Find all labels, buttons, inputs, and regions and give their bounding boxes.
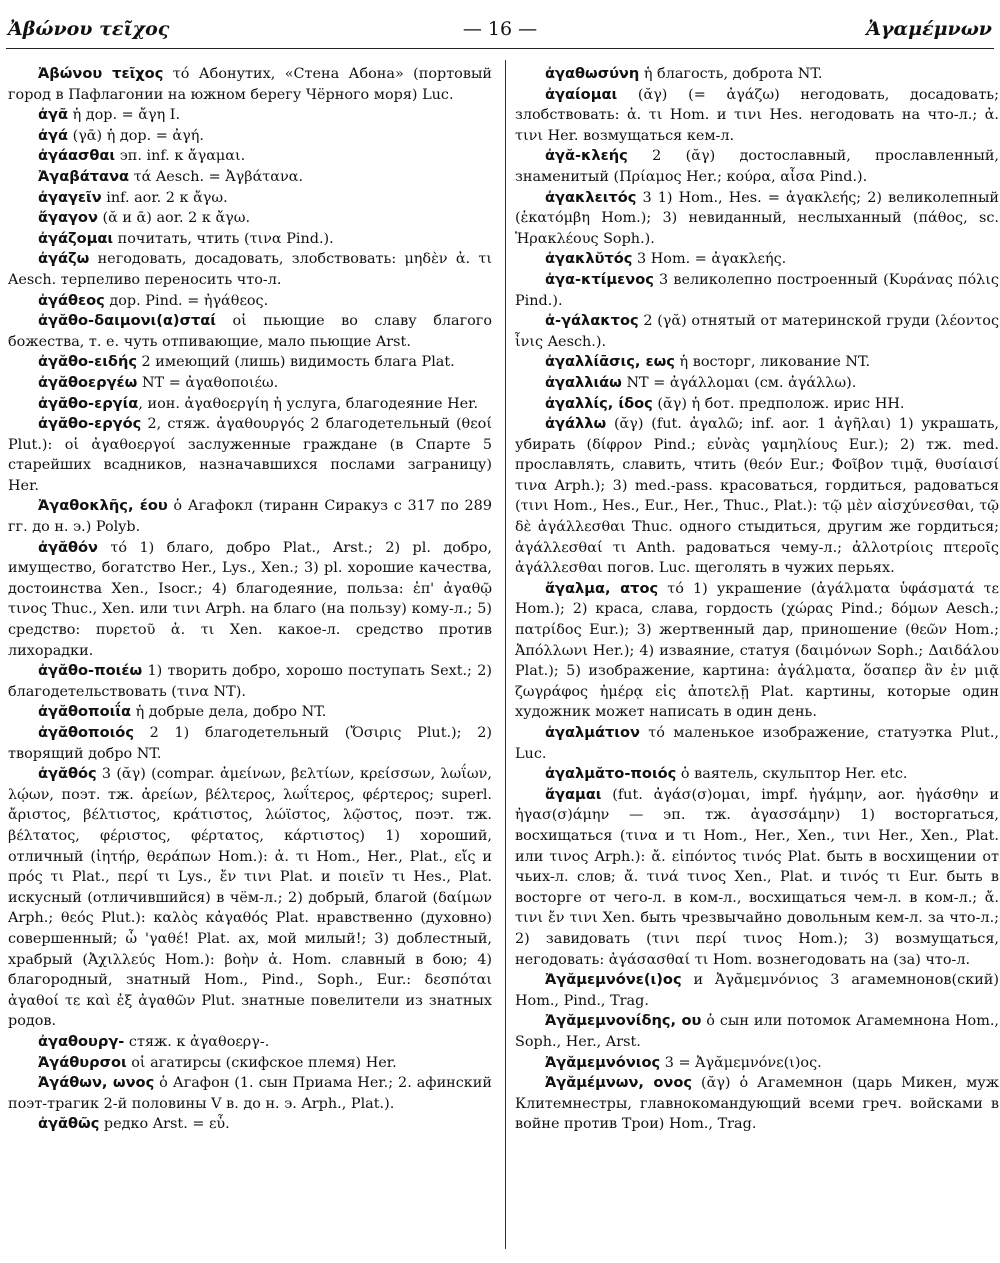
- headword: Ἀγᾰμεμνόνε(ι)ος: [545, 971, 682, 989]
- headword: ἀγαλλίς, ίδος: [545, 394, 653, 412]
- entry-definition: и Ἀγᾰμεμνόνιος 3 агамемнонов(ский) Hom., Pind., Trag.: [515, 972, 999, 1009]
- headword: ἀγακλῠτός: [545, 250, 633, 268]
- dictionary-entry: [515, 785, 999, 970]
- headword: ἀγᾰθο-ποιέω: [38, 662, 143, 680]
- entry-definition: (ᾰ и ᾱ) aor. 2 к ἄγω.: [97, 210, 251, 227]
- dictionary-entry: [515, 146, 999, 187]
- headword: ἀγαθωσύνη: [545, 65, 640, 82]
- headword: ἀγᾰθῶς: [38, 1115, 100, 1133]
- headword: ἀγᾶ: [38, 106, 68, 124]
- headword: ἀγαγεῖν: [38, 188, 102, 206]
- entry-definition: , ион. ἀγαθοεργίη ἡ услуга, благодеяние Her.: [138, 395, 479, 412]
- header-rule: [6, 48, 994, 49]
- dictionary-entry: [515, 64, 999, 85]
- dictionary-entry: [8, 661, 492, 702]
- headword: ἀγᾰθο-εργία: [38, 394, 139, 412]
- headword: ἄγαμαι: [545, 785, 602, 803]
- entry-definition: ὁ сын или потомок Агамемнона Hom., Soph., Her., Arst.: [515, 1013, 999, 1050]
- dictionary-entry: [8, 764, 492, 1032]
- left-column: [8, 64, 492, 1135]
- dictionary-entry: [515, 249, 999, 270]
- dictionary-entry: [515, 764, 999, 785]
- dictionary-entry: [8, 188, 492, 209]
- headword: ἀγᾰθοεργέω: [38, 373, 138, 391]
- headword: Ἀγᾰμέμνων, ονος: [545, 1074, 693, 1092]
- entry-definition: 2 (ᾰγ) достославный, прославленный, знаменитый (Πρίαμος Her.; κούρα, αἶσα Pind.).: [515, 148, 999, 185]
- entry-definition: эп. inf. к ἄγαμαι.: [115, 148, 246, 165]
- headword: ἀγάζω: [38, 250, 90, 268]
- entry-definition: 1) творить добро, хорошо поступать Sext.; 2) благодетельствовать (τινα NT).: [8, 663, 492, 700]
- entry-definition: 3 (ᾰγ) (compar. ἀμείνων, βελτίων, κρείσσων, λωΐων, λῴων, поэт. тж. ἀρείων, βέλτερος, λωΐτερος, φέρτερος; superl. ἄριστος, βέλτιστος, κράτιστος, λώϊστος, λῷστος, поэт. тж. βέλτατος, φέριστος, φέρτατος, κάρτιστος) 1) хороший, отличный (ἰητήρ, θεράπων Hom.): ἀ. τι Hom., Her., Plat., εἴς и πρός τι Plat., περί τι Lys., ἔν τινι Plat. и ποιεῖν τι Hes., Plat. искусный (отличившийся) в чём-л.; 2) добрый, благой (δαίμων Arph.; θεός Plut.): καλὸς κἀγαθός Plat. нравственно (духовно) совершенный; ὦ 'γαθέ! Plat. ах, мой милый!; 3) доблестный, храбрый (Ἀχιλλεύς Hom.): βοὴν ἀ. Hom. славный в бою; 4) благородный, знатный Hom., Pind., Soph., Eur.: δεσπόται ἀγαθοί τε καὶ ἐξ ἀγαθῶν Plut. знатные повелители из знатных родов.: [8, 766, 492, 1030]
- headword: Ἀγάθων, ωνος: [38, 1074, 155, 1092]
- entry-definition: редко Arst. = εὖ.: [99, 1116, 230, 1133]
- dictionary-entry: [8, 105, 492, 126]
- dictionary-entry: [8, 496, 492, 537]
- entry-definition: τά Aesch. = Ἀγβάτανα.: [129, 168, 304, 185]
- headword: ἀγάζομαι: [38, 229, 114, 247]
- entry-definition: 3 великолепно построенный (Κυράνας πόλις Pind.).: [515, 271, 999, 309]
- headword: ἀγάθεος: [38, 291, 105, 309]
- headword: ἀγᾰθόν: [38, 538, 98, 556]
- dictionary-entry: [8, 126, 492, 147]
- headword: ἀγακλειτός: [545, 188, 637, 206]
- headword: ἀγᾰθο-δαιμονι(α)σταί: [38, 312, 216, 330]
- entry-definition: (fut. ἀγάσ(σ)ομαι, impf. ἠγάμην, aor. ἠγάσθην и ἠγασ(σ)άμην — эп. тж. ἀγασσάμην) 1) восторгаться, восхищаться (τινα и τι Hom., Her., Xen., τινι Her., Xen., Plat. или τινος Arph.): ἄ. εἰπόντος τινός Plat. быть в восхищении от чьих-л. слов; ἄ. τινά τινος Xen., Plat. и τινός τι Eur. быть в восторге от чего-л. в ком-л., восхищаться чем-л. в ком-л.; ἄ. τινι ἔν τινι Xen. быть чрезвычайно довольным кем-л. за что-л.; 2) завидовать (τινι περί τινος Hom.); 3) возмущаться, негодовать: ἀγάσασθαί τι Hom. вознегодовать на (за) что-л.: [515, 786, 999, 968]
- dictionary-entry: [8, 1032, 492, 1053]
- entry-definition: τό маленькое изображение, статуэтка Plut., Luc.: [515, 725, 999, 762]
- headword: ἀγαλμάτιον: [545, 724, 640, 741]
- dictionary-entry: [515, 85, 999, 147]
- dictionary-entry: [8, 373, 492, 394]
- dictionary-entry: [8, 352, 492, 373]
- entry-definition: ὁ Агафокл (тиранн Сиракуз с 317 по 289 гг. до н. э.) Polyb.: [8, 498, 492, 536]
- dictionary-entry: [515, 723, 999, 764]
- headword: ἀγαλλιάω: [545, 373, 622, 391]
- dictionary-entry: [515, 579, 999, 723]
- entry-definition: 2 1) благодетельный (Ὄσιρις Plut.); 2) творящий добро NT.: [8, 725, 492, 762]
- headword: ἀγαίομαι: [545, 85, 618, 103]
- right-column: [515, 64, 999, 1135]
- dictionary-entry: [8, 311, 492, 352]
- headword: ἀγα-κτίμενος: [545, 270, 654, 288]
- dictionary-entry: [8, 291, 492, 312]
- headword: ἀ-γάλακτος: [545, 312, 639, 330]
- headword: ἄγαλμα, ατος: [545, 579, 659, 597]
- entry-definition: ἡ благость, доброта NT.: [639, 66, 823, 82]
- dictionary-entry: [515, 970, 999, 1011]
- dictionary-entry: [8, 1073, 492, 1114]
- dictionary-entry: [8, 394, 492, 415]
- entry-definition: ὁ Агафон (1. сын Приама Her.; 2. афинский поэт-трагик 2-й половины V в. до н. э. Arph., Plat.).: [8, 1075, 492, 1112]
- headword: Ἀγαβάτανα: [38, 167, 130, 185]
- dictionary-entry: [515, 270, 999, 311]
- entry-definition: τό 1) благо, добро Plat., Arst.; 2) pl. добро, имущество, богатство Her., Lys., Xen.; 3) pl. хорошие качества, достоинства Xen., Isocr.; 4) благодеяние, польза: ἐπ' ἀγαθῷ τινος Thuc., Xen. или τινι Arph. на благо (на пользу) кому-л.; 5) средство: πυρετοῦ ἀ. τι Xen. какое-л. средство против лихорадки.: [8, 539, 492, 659]
- dictionary-entry: [515, 373, 999, 394]
- headword: ἀγᾰθοποιΐα: [38, 703, 132, 721]
- entry-definition: негодовать, досадовать, злобствовать: μηδὲν ἀ. τι Aesch. терпеливо переносить что-л.: [8, 251, 492, 288]
- running-head-left: Ἀβώνου τεῖχος: [8, 18, 170, 40]
- entry-definition: 2, стяж. ἀγαθουργός 2 благодетельный (θεοί Plut.): οἱ ἀγαθοεργοί заслуженные граждане (в Спарте 5 старейших всадников, назначавшихся послами заграницу) Her.: [8, 416, 492, 494]
- headword: ἀγᾰθο-εργός: [38, 415, 142, 433]
- column-divider: [505, 60, 506, 1249]
- entry-definition: (ᾰγ) (fut. ἀγαλῶ; inf. aor. 1 ἀγῆλαι) 1) украшать, убирать (δίφρον Pind.; εὐνὰς γαμηλίους Eur.); 2) тж. med. прославлять, славить, чтить (θεόν Eur.; Φοῖβον τιμᾷ, θυσίαισί τινα Arph.); 3) med.-pass. красоваться, гордиться, радоваться (τινι Hom., Hes., Eur., Her., Thuc., Plat.): τῷ μὲν αἰσχύνεσθαι, τῷ δὲ ἀγάλλεσθαι Thuc. одного стыдиться, другим же гордиться; ἀγάλλεσθαί τι Anth. радоваться чему-л.; ἀλλοτρίοις πτεροῖς ἀγάλλεσθαι погов. Luc. щеголять в чужих перьях.: [515, 416, 999, 577]
- entry-definition: NT = ἀγαθοποιέω.: [137, 374, 279, 391]
- dictionary-entry: [8, 229, 492, 250]
- dictionary-entry: [515, 188, 999, 250]
- dictionary-entry: [8, 414, 492, 496]
- dictionary-entry: [515, 1011, 999, 1052]
- entry-definition: οἱ пьющие во славу благого божества, т. е. чуть отпивающие, мало пьющие Arst.: [8, 313, 492, 350]
- dictionary-entry: [515, 1073, 999, 1135]
- entry-definition: (γᾱ) ἡ дор. = ἀγή.: [68, 127, 204, 144]
- headword: Ἀγαθοκλῆς, έου: [38, 497, 168, 515]
- dictionary-entry: [515, 1053, 999, 1074]
- headword: Ἀγᾰμεμνονίδης, ου: [545, 1012, 702, 1030]
- entry-definition: οἱ агатирсы (скифское племя) Her.: [126, 1054, 397, 1071]
- dictionary-entry: [515, 352, 999, 373]
- headword: ἀγά: [38, 126, 68, 144]
- entry-definition: NT = ἀγάλλομαι (см. ἀγάλλω).: [621, 374, 857, 391]
- entry-definition: 2 (γᾰ) отнятый от материнской груди (λέοντος ἶνις Aesch.).: [515, 313, 999, 350]
- entry-definition: 3 = Ἀγᾰμεμνόνε(ι)ος.: [660, 1054, 822, 1071]
- dictionary-entry: [515, 394, 999, 415]
- entry-definition: 3 Hom. = ἀγακλεής.: [632, 251, 787, 268]
- headword: ἀγᾰθο-ειδής: [38, 353, 137, 371]
- dictionary-entry: [8, 64, 492, 105]
- dictionary-entry: [8, 208, 492, 229]
- dictionary-entry: [8, 167, 492, 188]
- entry-definition: ἡ дор. = ἄγη I.: [68, 107, 181, 124]
- dictionary-entry: [8, 538, 492, 662]
- dictionary-entry: [8, 1114, 492, 1135]
- headword: Ἀγᾰμεμνόνιος: [545, 1053, 661, 1071]
- running-head-right: Ἀγαμέμνων: [866, 18, 992, 40]
- headword: ἀγαλλίᾱσις, εως: [545, 353, 675, 371]
- headword: ἀγάλλω: [545, 415, 607, 433]
- entry-definition: ὁ ваятель, скульптор Her. etc.: [676, 766, 908, 783]
- dictionary-entry: [8, 702, 492, 723]
- headword: ἀγάασθαι: [38, 147, 116, 165]
- entry-definition: τό 1) украшение (ἀγάλματα ὑφάσματά τε Hom.); 2) краса, слава, гордость (χώρας Pind.; δόμων Aesch.; πατρίδος Eur.); 3) жертвенный дар, приношение (θεῶν Hom.; Ἀπόλλωνι Her.); 4) изваяние, статуя (δαιμόνων Soph.; Δαιδάλου Plat.); 5) изображение, картина: ἀγάλματα, ὅσαπερ ἂν ἐν μιᾷ ζωγράφος ἡμέρᾳ εἰς ἀποτελῇ Plat. картины, которые один художник может написать в один день.: [515, 580, 999, 721]
- page-number: — 16 —: [462, 18, 538, 40]
- headword: ἀγᾰ-κλεής: [545, 147, 628, 165]
- headword: ἀγᾰθοποιός: [38, 724, 134, 741]
- dictionary-entry: [8, 146, 492, 167]
- dictionary-entry: [515, 414, 999, 579]
- entry-definition: 3 1) Hom., Hes. = ἀγακλεής; 2) великолепный (ἑκατόμβη Hom.); 3) невиданный, неслыханный (πάθος, sc. Ἡρακλέους Soph.).: [515, 189, 999, 247]
- headword: ἄγαγον: [38, 209, 98, 227]
- entry-definition: стяж. к ἀγαθοεργ-.: [124, 1033, 270, 1050]
- entry-definition: (ᾰγ) ἡ бот. предполож. ирис HH.: [652, 395, 905, 412]
- headword: ἀγαλμᾰτο-ποιός: [545, 765, 677, 783]
- entry-definition: почитать, чтить (τινα Pind.).: [113, 230, 334, 247]
- entry-definition: τό Абонутих, «Стена Абона» (портовый город в Пафлагонии на южном берегу Чёрного моря) Luc.: [8, 66, 492, 103]
- entry-definition: inf. aor. 2 к ἄγω.: [101, 189, 228, 206]
- entry-definition: 2 имеющий (лишь) видимость блага Plat.: [136, 354, 455, 371]
- dictionary-entry: [515, 311, 999, 352]
- headword: Ἀβώνου τεῖχος: [38, 65, 164, 82]
- entry-definition: (ᾰγ) (= ἀγάζω) негодовать, досадовать; злобствовать: ἀ. τι Hom. и τινι Hes. негодовать на что-л.; ἀ. τινι Her. возмущаться кем-л.: [515, 86, 999, 144]
- headword: Ἀγάθυρσοι: [38, 1053, 127, 1071]
- entry-definition: (ᾰγ) ὁ Агамемнон (царь Микен, муж Клитемнестры, главнокомандующий всеми греч. войсками в войне против Трои) Hom., Trag.: [515, 1075, 999, 1133]
- entry-definition: ἡ добрые дела, добро NT.: [131, 704, 327, 721]
- headword: ἀγᾰθός: [38, 765, 97, 783]
- headword: ἀγαθουργ-: [38, 1032, 125, 1050]
- dictionary-entry: [8, 249, 492, 290]
- entry-definition: дор. Pind. = ἠγάθεος.: [104, 292, 269, 309]
- dictionary-entry: [8, 1053, 492, 1074]
- entry-definition: ἡ восторг, ликование NT.: [674, 354, 871, 371]
- page-header: [8, 14, 992, 44]
- dictionary-entry: [8, 723, 492, 764]
